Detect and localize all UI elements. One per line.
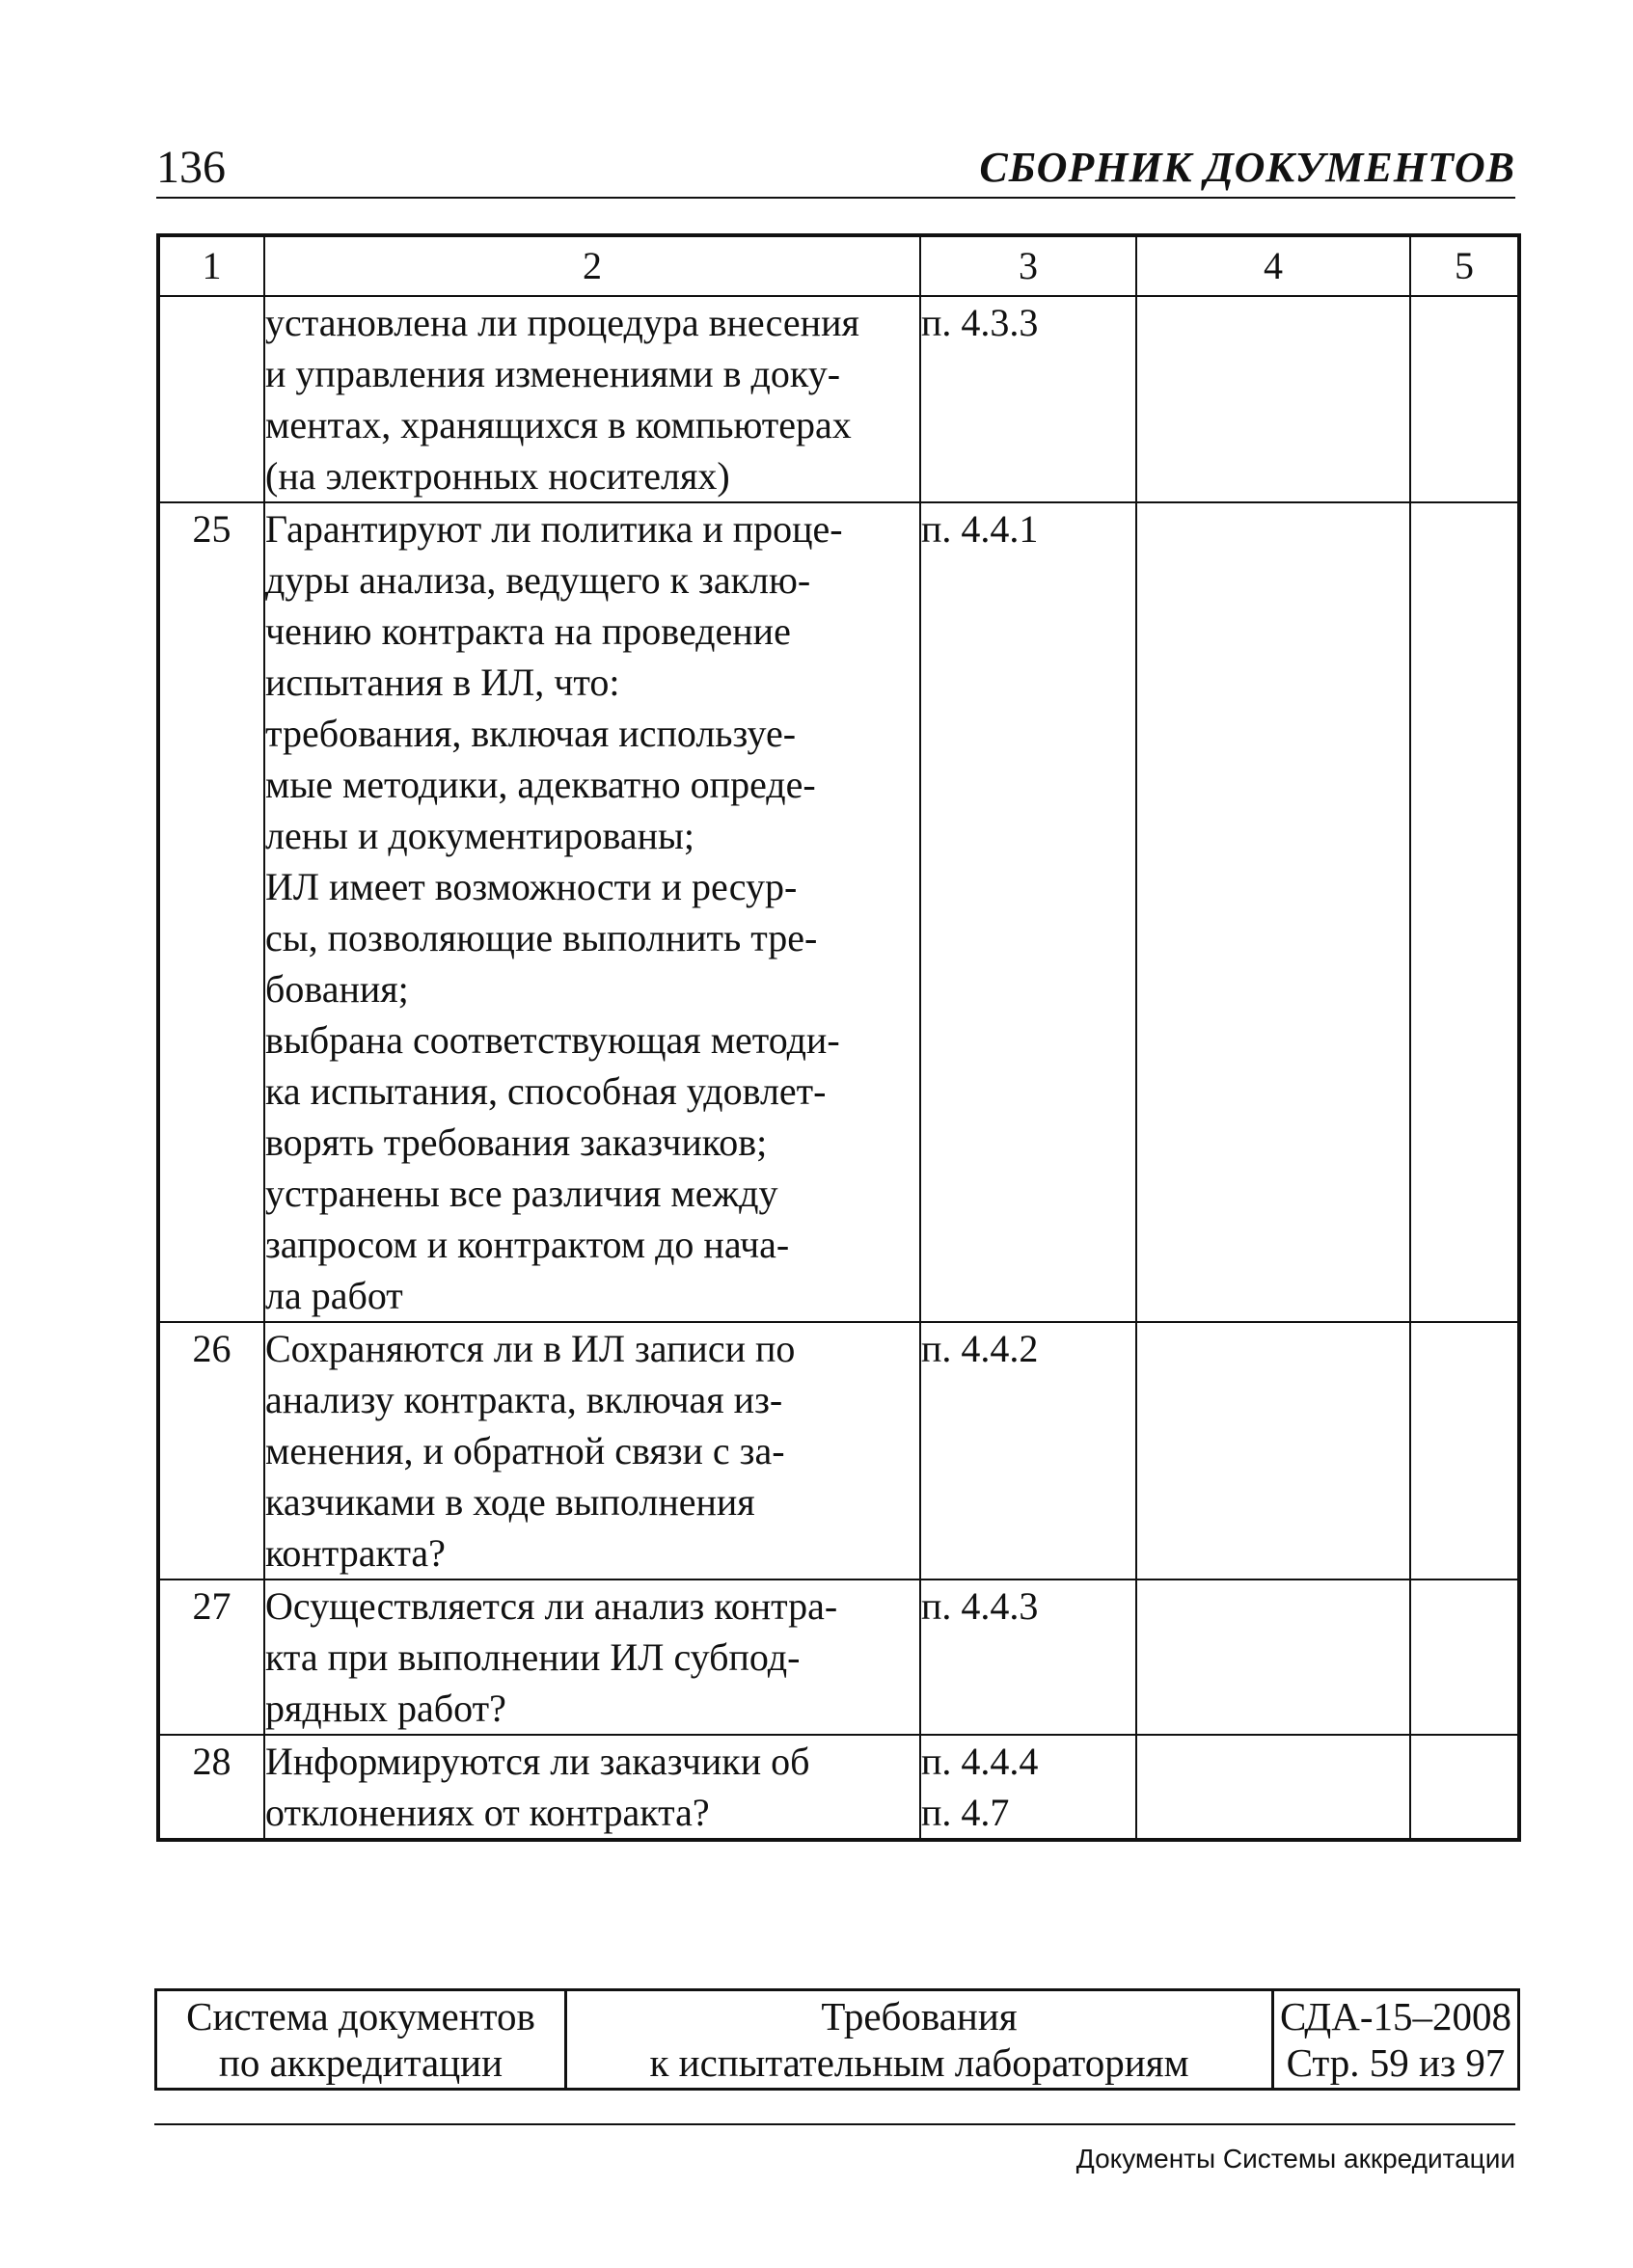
column-5-cell — [1410, 1322, 1519, 1580]
running-title: СБОРНИК ДОКУМЕНТОВ — [979, 144, 1515, 191]
footer-code-cell — [1273, 1990, 1519, 2090]
footer-page-count: Стр. 59 из 97 — [1286, 2040, 1506, 2085]
question-line: лены и документированы; — [265, 814, 694, 857]
question-line: казчиками в ходе выполнения — [265, 1480, 755, 1524]
table-row — [158, 1322, 1519, 1580]
question-line: мые методики, адекватно опреде- — [265, 763, 816, 806]
question-line: ла работ — [265, 1274, 403, 1317]
question-line: (на электронных носителях) — [265, 454, 730, 498]
checklist-table — [156, 233, 1521, 1842]
question-line: установлена ли процедура внесения — [265, 301, 859, 344]
column-4-cell — [1136, 1580, 1410, 1735]
column-4-cell — [1136, 502, 1410, 1322]
table-row — [158, 1735, 1519, 1840]
reference-cell — [920, 1735, 1136, 1840]
column-5-cell — [1410, 1580, 1519, 1735]
reference-clause: п. 4.4.1 — [921, 507, 1039, 551]
question-line: сы, позволяющие выполнить тре- — [265, 916, 818, 959]
table-row — [158, 502, 1519, 1322]
reference-clause: п. 4.4.2 — [921, 1327, 1039, 1370]
question-cell — [264, 502, 920, 1322]
footer-system-cell — [156, 1990, 566, 2090]
question-line: кта при выполнении ИЛ субпод- — [265, 1635, 801, 1679]
footer-title-line-1: Требования — [821, 1994, 1018, 2038]
page-number: 136 — [156, 142, 226, 193]
question-line: ворять требования заказчиков; — [265, 1120, 768, 1164]
table-row — [158, 296, 1519, 502]
row-number — [158, 296, 264, 502]
question-cell — [264, 296, 920, 502]
footer-rule — [154, 2123, 1515, 2125]
question-cell — [264, 1322, 920, 1580]
reference-clause: п. 4.3.3 — [921, 301, 1039, 344]
column-4-cell — [1136, 1322, 1410, 1580]
header-rule — [156, 197, 1515, 199]
question-line: требования, включая используе- — [265, 712, 797, 755]
question-line: Сохраняются ли в ИЛ записи по — [265, 1327, 796, 1370]
question-line: устранены все различия между — [265, 1172, 778, 1215]
table-body — [158, 296, 1519, 1840]
footer-title-line-2: к испытательным лабораториям — [649, 2040, 1189, 2085]
table-header-row — [158, 235, 1519, 296]
column-header-2: 2 — [264, 235, 920, 296]
question-line: контракта? — [265, 1531, 446, 1575]
column-header-5: 5 — [1410, 235, 1519, 296]
column-5-cell — [1410, 502, 1519, 1322]
table-row — [158, 1580, 1519, 1735]
reference-clause: п. 4.7 — [921, 1791, 1010, 1834]
question-line: ка испытания, способная удовлет- — [265, 1069, 827, 1113]
column-header-4: 4 — [1136, 235, 1410, 296]
document-footer-box — [154, 1988, 1520, 2091]
question-line: испытания в ИЛ, что: — [265, 661, 620, 704]
question-line: чению контракта на проведение — [265, 609, 791, 653]
question-line: менения, и обратной связи с за- — [265, 1429, 785, 1472]
question-line: Информируются ли заказчики об — [265, 1740, 810, 1783]
question-line: выбрана соответствующая методи- — [265, 1018, 840, 1062]
column-4-cell — [1136, 1735, 1410, 1840]
question-line: ментах, хранящихся в компьютерах — [265, 403, 852, 446]
reference-cell — [920, 1580, 1136, 1735]
question-line: рядных работ? — [265, 1687, 506, 1730]
column-header-1: 1 — [158, 235, 264, 296]
column-5-cell — [1410, 296, 1519, 502]
row-number: 25 — [158, 502, 264, 1322]
column-header-3: 3 — [920, 235, 1136, 296]
reference-cell — [920, 502, 1136, 1322]
question-cell — [264, 1580, 920, 1735]
question-line: ИЛ имеет возможности и ресур- — [265, 865, 798, 908]
reference-cell — [920, 1322, 1136, 1580]
question-line: анализу контракта, включая из- — [265, 1378, 783, 1421]
footer-system-line-1: Система документов — [186, 1994, 535, 2038]
row-number: 27 — [158, 1580, 264, 1735]
footer-title-cell — [566, 1990, 1273, 2090]
question-cell — [264, 1735, 920, 1840]
footer-system-line-2: по аккредитации — [218, 2040, 504, 2085]
footer-document-code: СДА-15–2008 — [1279, 1994, 1512, 2038]
question-line: Гарантируют ли политика и проце- — [265, 507, 843, 551]
footer-caption: Документы Системы аккредитации — [1075, 2144, 1515, 2174]
column-4-cell — [1136, 296, 1410, 502]
reference-clause: п. 4.4.3 — [921, 1584, 1039, 1628]
question-line: бования; — [265, 967, 409, 1011]
question-line: дуры анализа, ведущего к заклю- — [265, 558, 811, 602]
question-line: Осуществляется ли анализ контра- — [265, 1584, 838, 1628]
reference-clause: п. 4.4.4 — [921, 1740, 1039, 1783]
question-line: отклонениях от контракта? — [265, 1791, 710, 1834]
question-line: и управления изменениями в доку- — [265, 352, 841, 395]
reference-cell — [920, 296, 1136, 502]
question-line: запросом и контрактом до нача- — [265, 1223, 790, 1266]
row-number: 26 — [158, 1322, 264, 1580]
row-number: 28 — [158, 1735, 264, 1840]
column-5-cell — [1410, 1735, 1519, 1840]
